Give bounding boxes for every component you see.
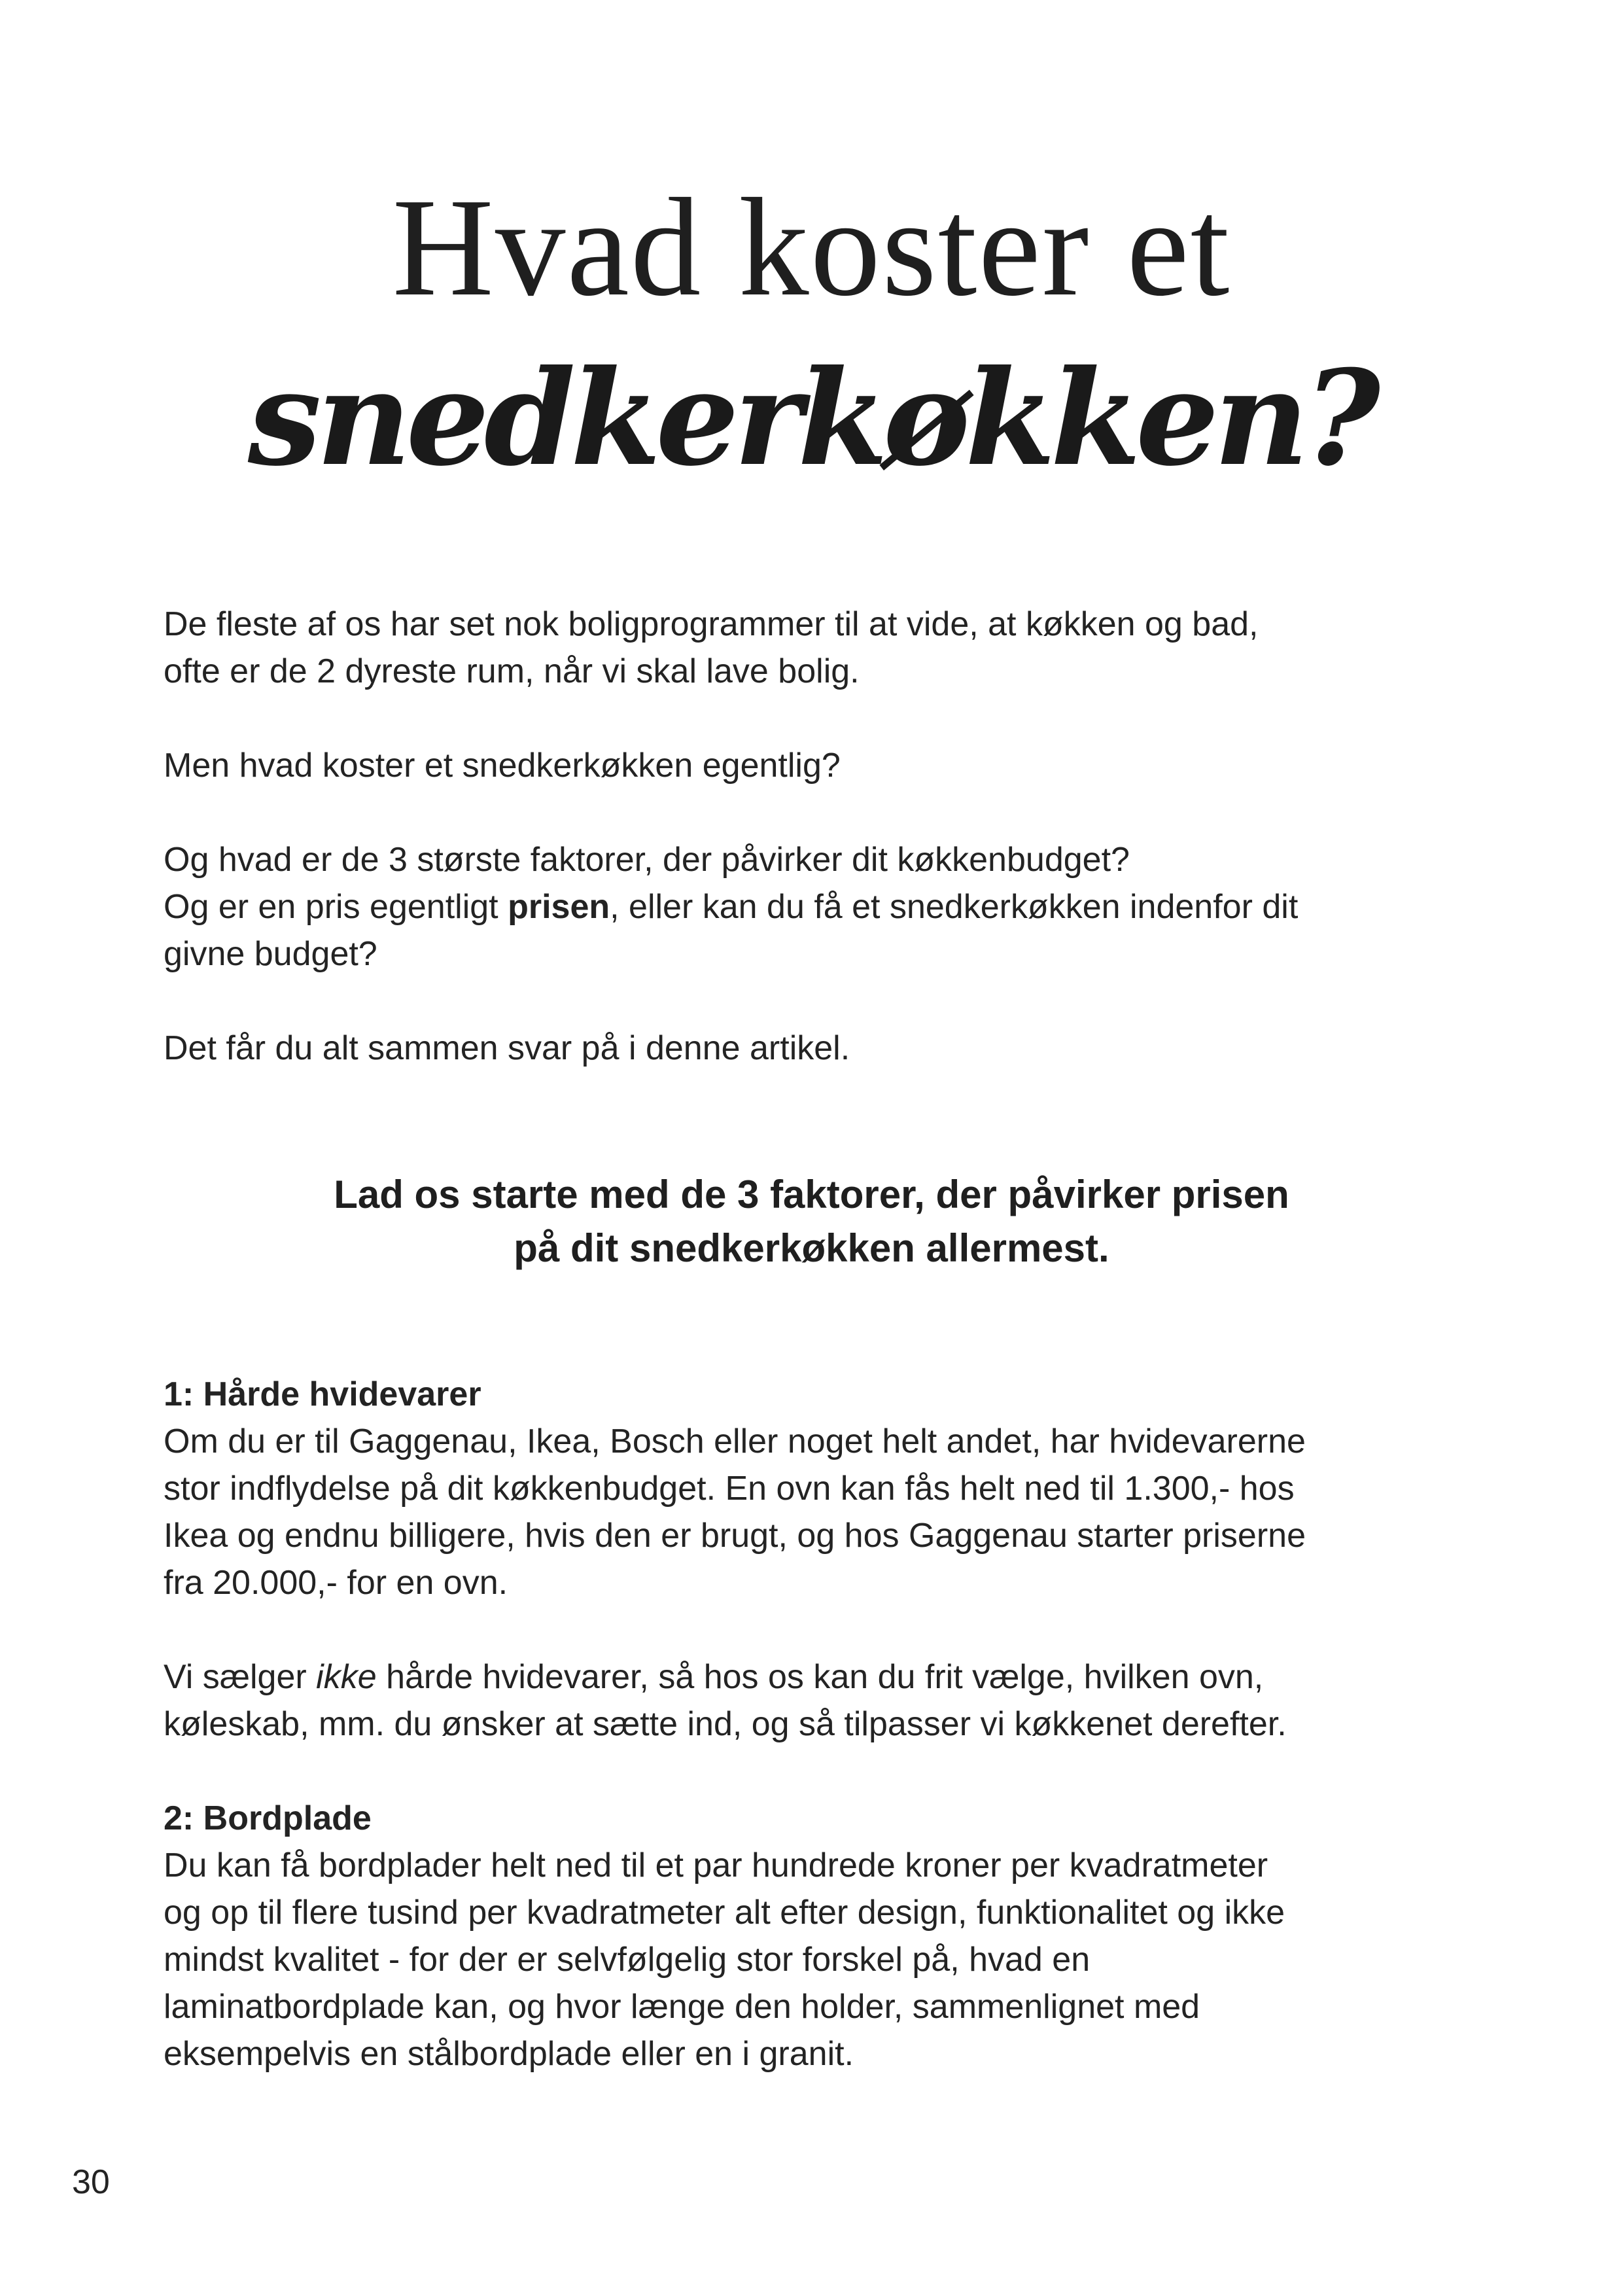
- page-title-line2: snedkerkøkken?: [247, 342, 1376, 495]
- page-title-line1: Hvad koster et: [392, 169, 1231, 325]
- center-heading-line-2: på dit snedkerkøkken allermest.: [514, 1226, 1109, 1270]
- paragraph-gap: [164, 1748, 1472, 1795]
- section-1-line-3: Ikea og endnu billigere, hvis den er brugt, og hos Gaggenau starter priserne: [164, 1517, 1306, 1555]
- section-1-paragraph-2-line-2: køleskab, mm. du ønsker at sætte ind, og så tilpasser vi køkkenet derefter.: [164, 1705, 1287, 1743]
- intro-paragraph-3-line-1: Og hvad er de 3 største faktorer, der påvirker dit køkkenbudget?: [164, 841, 1130, 879]
- center-heading-line-1: Lad os starte med de 3 faktorer, der påvirker prisen: [334, 1173, 1289, 1216]
- section-1-line-1: Om du er til Gaggenau, Ikea, Bosch eller noget helt andet, har hvidevarerne: [164, 1422, 1306, 1460]
- intro-paragraph-4: Det får du alt sammen svar på i denne artikel.: [164, 1029, 850, 1067]
- section-1-text-after-italic: hårde hvidevarer, så hos os kan du frit vælge, hvilken ovn,: [376, 1658, 1264, 1696]
- intro-paragraph-3-line-3: givne budget?: [164, 935, 377, 973]
- section-2-line-5: eksempelvis en stålbordplade eller en i granit.: [164, 2035, 854, 2073]
- intro-paragraph-2: Men hvad koster et snedkerkøkken egentlig?: [164, 747, 841, 785]
- page-number: 30: [72, 2163, 110, 2201]
- intro-block: [164, 601, 1472, 1072]
- section-1-heading: 1: Hårde hvidevarer: [164, 1375, 481, 1413]
- section-1-line-2: stor indflydelse på dit køkkenbudget. En ovn kan fås helt ned til 1.300,- hos: [164, 1470, 1295, 1508]
- section-2-heading: 2: Bordplade: [164, 1799, 372, 1837]
- intro-text-before-bold: Og er en pris egentligt: [164, 888, 508, 926]
- intro-text-after-bold: , eller kan du få et snedkerkøkken indenfor dit: [610, 888, 1299, 926]
- intro-paragraph-1-line-1: De fleste af os har set nok boligprogrammer til at vide, at køkken og bad,: [164, 605, 1259, 643]
- section-2-line-2: og op til flere tusind per kvadratmeter alt efter design, funktionalitet og ikke: [164, 1894, 1285, 1932]
- section-1-text-before-italic: Vi sælger: [164, 1658, 317, 1696]
- section-1-italic-word: ikke: [316, 1658, 377, 1696]
- paragraph-gap: [164, 695, 1472, 742]
- intro-paragraph-1-line-2: ofte er de 2 dyreste rum, når vi skal lave bolig.: [164, 652, 860, 690]
- paragraph-gap: [164, 978, 1472, 1025]
- intro-bold-word: prisen: [508, 888, 610, 926]
- section-1-paragraph-2-line-1: [164, 1653, 1472, 1701]
- center-heading: [0, 1168, 1623, 1275]
- section-2-line-4: laminatbordplade kan, og hvor længe den holder, sammenlignet med: [164, 1988, 1200, 2026]
- section-2-line-3: mindst kvalitet - for der er selvfølgelig stor forskel på, hvad en: [164, 1941, 1091, 1979]
- intro-paragraph-3-line-2: [164, 883, 1472, 930]
- sections-block: [164, 1371, 1472, 2077]
- paragraph-gap: [164, 1606, 1472, 1653]
- section-2-line-1: Du kan få bordplader helt ned til et par hundrede kroner per kvadratmeter: [164, 1846, 1268, 1884]
- paragraph-gap: [164, 789, 1472, 836]
- section-1-line-4: fra 20.000,- for en ovn.: [164, 1564, 508, 1602]
